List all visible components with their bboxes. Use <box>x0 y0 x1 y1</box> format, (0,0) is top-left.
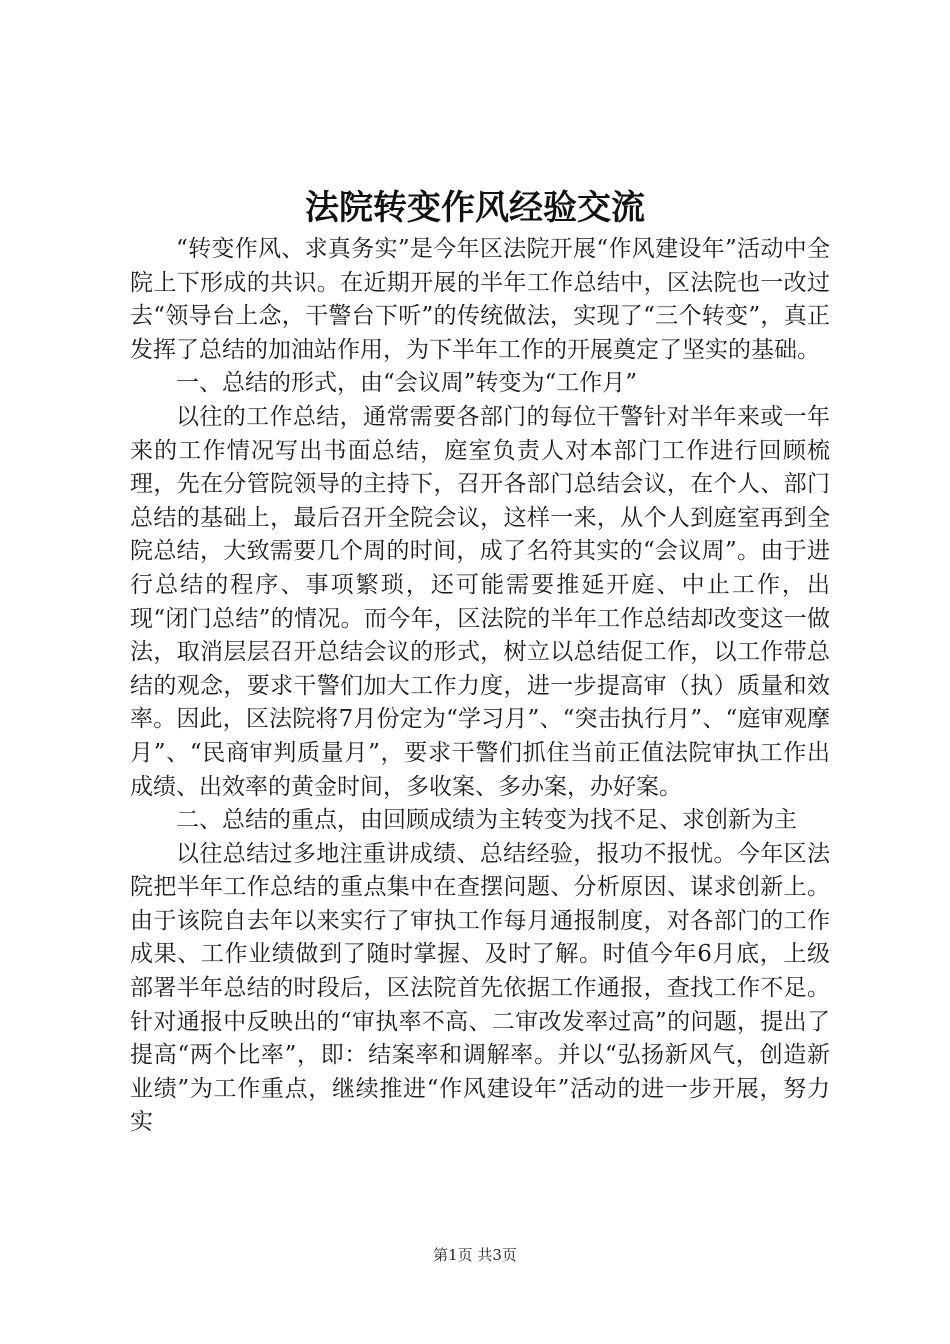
section-heading-2: 二、总结的重点，由回顾成绩为主转变为找不足、求创新为主 <box>176 807 797 834</box>
paragraph-intro: “转变作风、求真务实”是今年区法院开展“作风建设年”活动中全院上下形成的共识。在近期开展的半年工作总结中，区法院也一改过去“领导台上念，干警台下听”的传统做法，实现了“三个转变”，真正发挥了总结的加油站作用，为下半年工作的开展奠定了坚实的基础。 <box>130 236 830 363</box>
section-heading-1: 一、总结的形式，由“会议周”转变为“工作月” <box>176 370 638 397</box>
document-body <box>130 233 830 1140</box>
document-title: 法院转变作风经验交流 <box>305 188 645 228</box>
paragraph-section-2: 以往总结过多地注重讲成绩、总结经验，报功不报忧。今年区法院把半年工作总结的重点集中在查摆问题、分析原因、谋求创新上。由于该院自去年以来实行了审执工作每月通报制度，对各部门的工作成果、工作业绩做到了随时掌握、及时了解。时值今年6月底，上级部署半年总结的时段后，区法院首先依据工作通报，查找工作不足。针对通报中反映出的“审执率不高、二审改发率过高”的问题，提出了提高“两个比率”，即：结案率和调解率。并以“弘扬新风气，创造新业绩”为工作重点，继续推进“作风建设年”活动的进一步开展，努力实 <box>130 840 830 1136</box>
page-number-footer: 第1页 共3页 <box>433 1246 517 1264</box>
paragraph-section-1: 以往的工作总结，通常需要各部门的每位干警针对半年来或一年来的工作情况写出书面总结，庭室负责人对本部门工作进行回顾梳理，先在分管院领导的主持下，召开各部门总结会议，在个人、部门总结的基础上，最后召开全院会议，这样一来，从个人到庭室再到全院总结，大致需要几个周的时间，成了名符其实的“会议周”。由于进行总结的程序、事项繁琐，还可能需要推延开庭、中止工作，出现“闭门总结”的情况。而今年，区法院的半年工作总结却改变这一做法，取消层层召开总结会议的形式，树立以总结促工作，以工作带总结的观念，要求干警们加大工作力度，进一步提高审（执）质量和效率。因此，区法院将7月份定为“学习月”、“突击执行月”、“庭审观摩月”、“民商审判质量月”，要求干警们抓住当前正值法院审执工作出成绩、出效率的黄金时间，多收案、多办案，办好案。 <box>130 403 830 800</box>
